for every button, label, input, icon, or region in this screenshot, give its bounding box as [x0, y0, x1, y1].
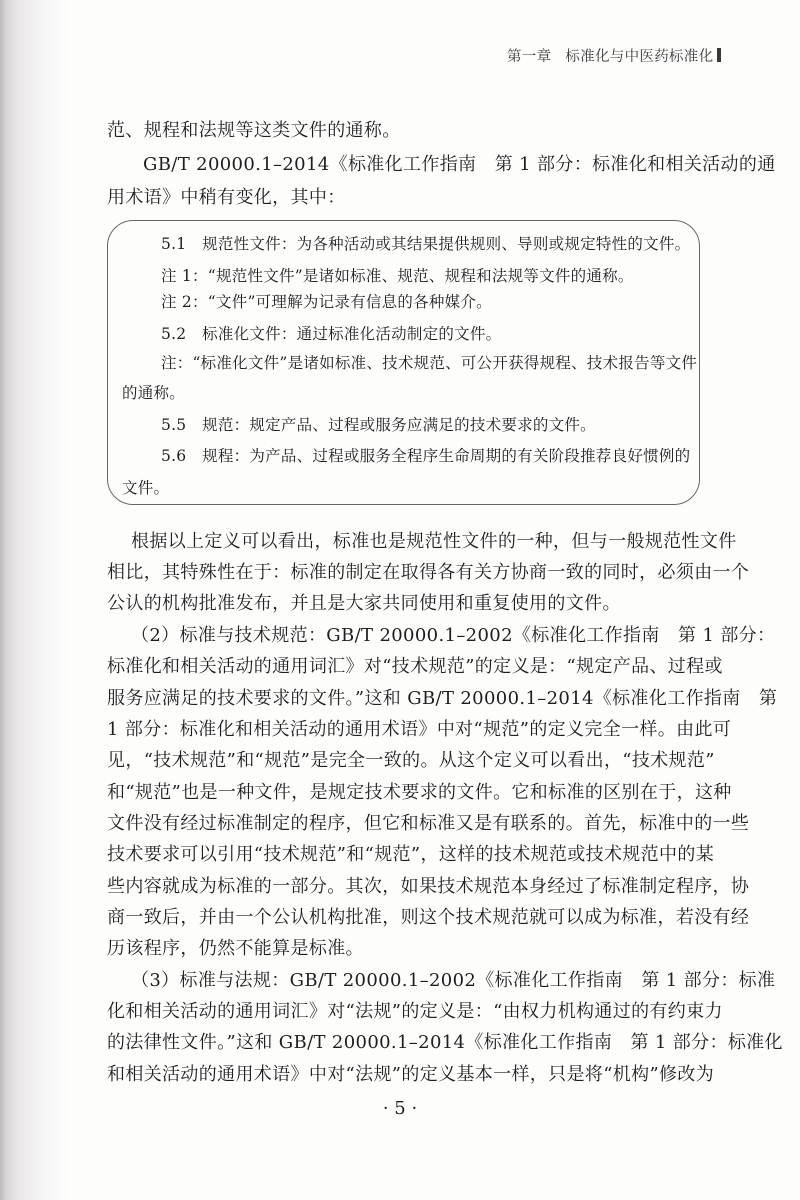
paragraph-line: 文件没有经过标准制定的程序，但它和标准又是有联系的。首先，标准中的一些: [107, 813, 750, 834]
definition-note: 的通称。: [122, 384, 186, 402]
paragraph-line: （3）标准与法规：GB/T 20000.1–2002《标准化工作指南 第 1 部分：标准: [131, 970, 776, 991]
definition-note: 注 1：“规范性文件”是诸如标准、规范、规程和法规等文件的通称。: [161, 267, 634, 285]
definition-note: 注 2：“文件”可理解为记录有信息的各种媒介。: [161, 293, 492, 311]
definition-note: 注：“标准化文件”是诸如标准、技术规范、可公开获得规程、技术报告等文件: [161, 354, 698, 372]
paragraph-line: 公认的机构批准发布，并且是大家共同使用和重复使用的文件。: [107, 593, 621, 614]
paragraph-line: 技术要求可以引用“技术规范”和“规范”，这样的技术规范或技术规范中的某: [107, 844, 715, 865]
paragraph-line: 根据以上定义可以看出，标准也是规范性文件的一种，但与一般规范性文件: [131, 531, 737, 552]
paragraph-line: 见，“技术规范”和“规范”是完全一致的。从这个定义可以看出，“技术规范”: [107, 750, 715, 771]
paragraph-line: 和相关活动的通用术语》中对“法规”的定义基本一样，只是将“机构”修改为: [107, 1064, 715, 1085]
paragraph-line: GB/T 20000.1–2014《标准化工作指南 第 1 部分：标准化和相关活动的通: [143, 154, 776, 175]
paragraph-line: 范、规程和法规等这类文件的通称。: [107, 120, 401, 141]
paragraph-line: 相比，其特殊性在于：标准的制定在取得各有关方协商一致的同时，必须由一个: [107, 562, 750, 583]
chapter-number: 第一章: [507, 49, 552, 65]
definition-line: 5.1 规范性文件：为各种活动或其结果提供规则、导则或规定特性的文件。: [161, 235, 691, 253]
definition-line: 5.5 规范：规定产品、过程或服务应满足的技术要求的文件。: [161, 416, 596, 434]
book-spine-shadow: [0, 0, 70, 1200]
paragraph-line: 用术语》中稍有变化，其中：: [107, 187, 346, 208]
running-head: [507, 45, 721, 66]
paragraph-line: 历该程序，仍然不能算是标准。: [107, 938, 364, 959]
paragraph-line: 标准化和相关活动的通用词汇》对“技术规范”的定义是：“规定产品、过程或: [107, 656, 723, 677]
definition-line: 5.2 标准化文件：通过标准化活动制定的文件。: [161, 325, 502, 343]
paragraph-line: 服务应满足的技术要求的文件。”这和 GB/T 20000.1–2014《标准化工作指南 第: [107, 688, 778, 709]
paragraph-line: 和“规范”也是一种文件，是规定技术要求的文件。它和标准的区别在于，这种: [107, 782, 732, 803]
chapter-title: 标准化与中医药标准化: [565, 49, 714, 65]
paragraph-line: （2）标准与技术规范：GB/T 20000.1–2002《标准化工作指南 第 1 部分：: [131, 625, 776, 646]
page-number: · 5 ·: [382, 1098, 418, 1119]
paragraph-line: 化和相关活动的通用词汇》对“法规”的定义是：“由权力机构通过的有约束力: [107, 1001, 723, 1022]
paragraph-line: 商一致后，并由一个公认机构批准，则这个技术规范就可以成为标准，若没有经: [107, 907, 750, 928]
paragraph-line: 些内容就成为标准的一部分。其次，如果技术规范本身经过了标准制定程序，协: [107, 876, 750, 897]
header-bar-marker: [717, 48, 721, 62]
definition-line: 5.6 规程：为产品、过程或服务全程序生命周期的有关阶段推荐良好惯例的: [161, 447, 691, 465]
paragraph-line: 1 部分：标准化和相关活动的通用术语》中对“规范”的定义完全一样。由此可: [107, 719, 732, 740]
definition-line: 文件。: [122, 479, 170, 497]
paragraph-line: 的法律性文件。”这和 GB/T 20000.1–2014《标准化工作指南 第 1 部分：标准化: [107, 1032, 783, 1053]
